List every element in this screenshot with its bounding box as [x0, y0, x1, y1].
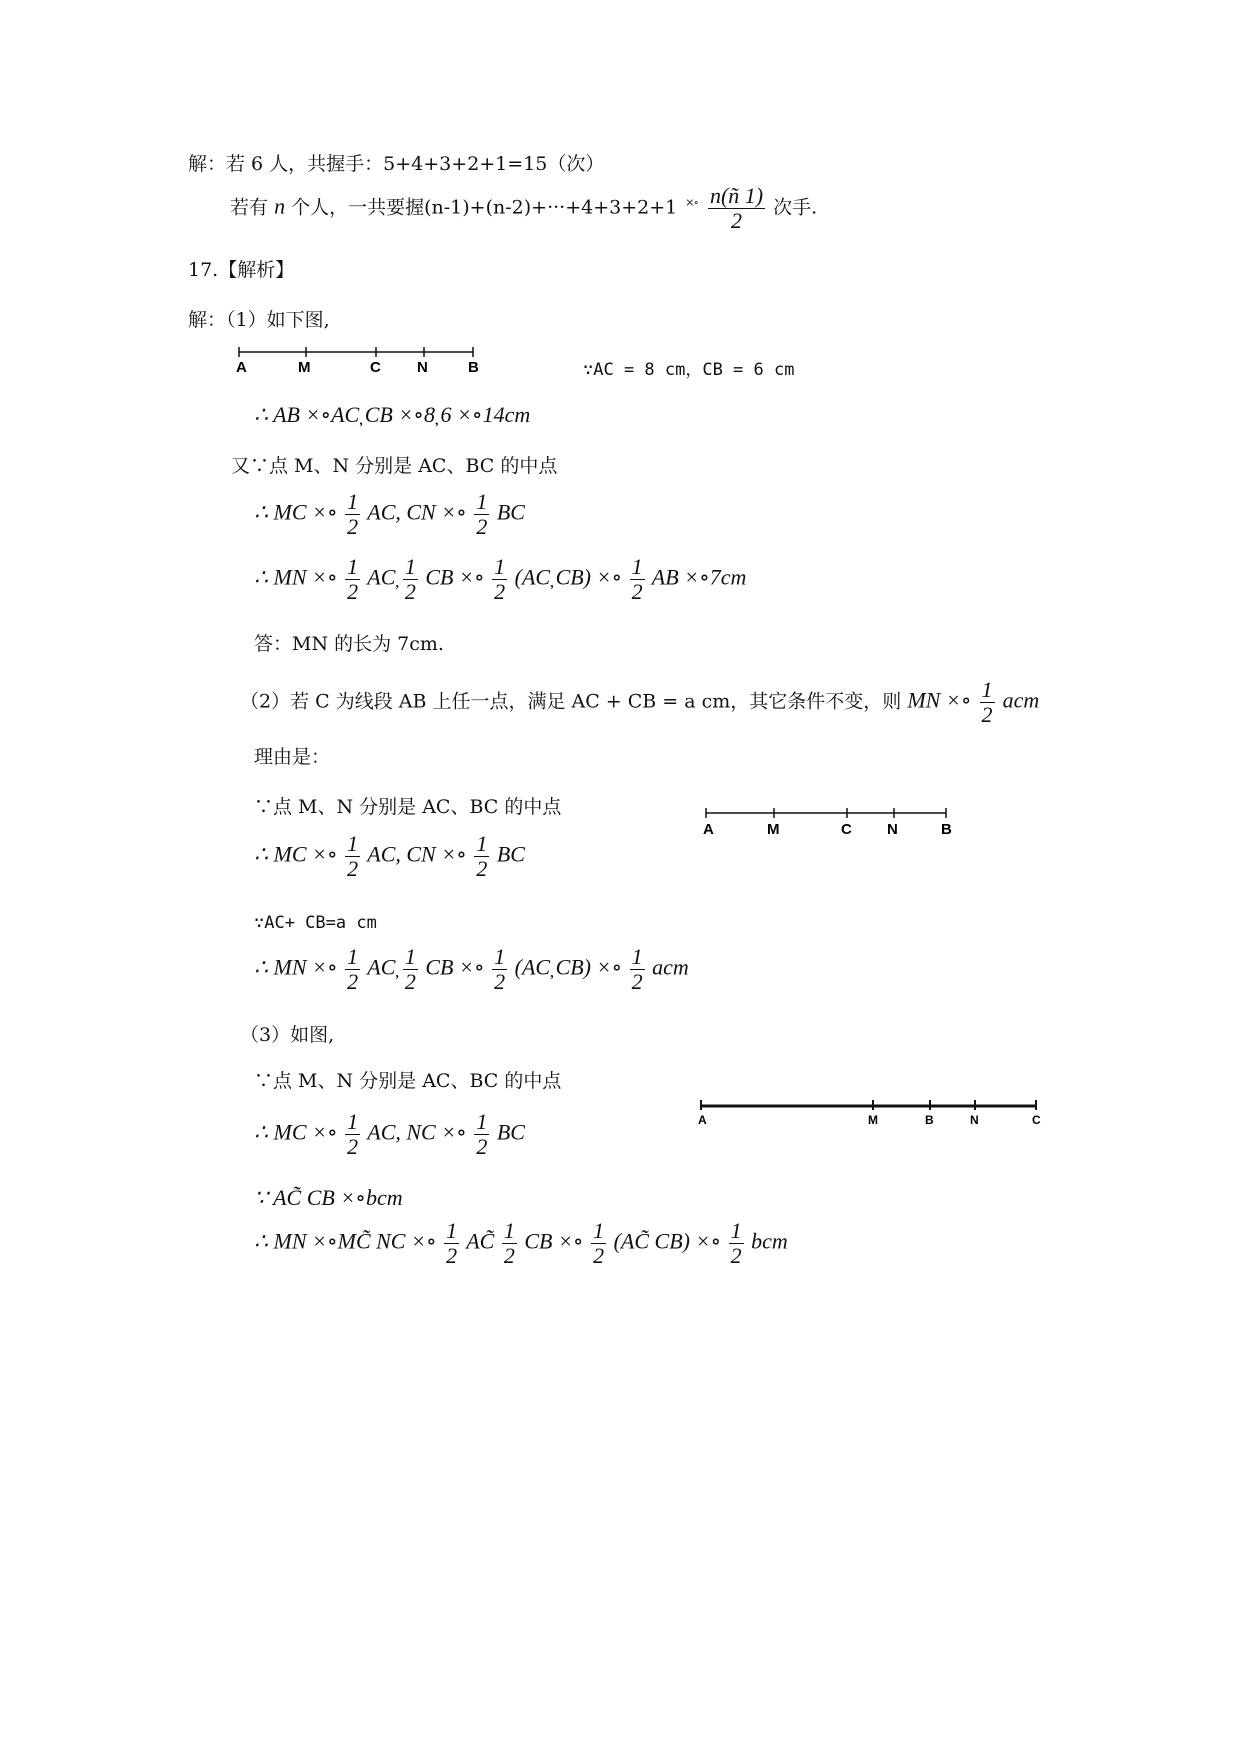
eq-text: acm — [652, 954, 689, 980]
eq-text: (AC̃ CB) ×∘ — [613, 1228, 722, 1254]
fraction — [708, 184, 765, 233]
denominator: 2 — [981, 702, 993, 727]
label-M: M — [298, 359, 311, 376]
numerator: 1 — [347, 1109, 359, 1134]
header-text: 17.【解析】 — [188, 259, 295, 281]
part1-intro — [188, 308, 330, 332]
segment-svg-3 — [698, 1096, 1048, 1128]
numerator: 1 — [494, 554, 506, 579]
numerator: 1 — [981, 677, 993, 702]
label-C: C — [841, 821, 852, 838]
fraction-half — [492, 555, 507, 604]
eq-text: AC, NC ×∘ — [367, 1119, 467, 1145]
fraction-half — [444, 1219, 459, 1268]
fraction-half — [474, 832, 489, 881]
label-M: M — [767, 821, 780, 838]
eq-text: ∴ MN ×∘MC̃ NC ×∘ — [254, 1228, 437, 1254]
fraction-half — [729, 1219, 744, 1268]
eq-text: (AC̦ CB) ×∘ — [514, 954, 623, 980]
eq-text: MN ×∘ — [907, 687, 972, 713]
fraction-half — [980, 678, 995, 727]
line-n-people — [230, 184, 817, 233]
part2-intro — [240, 678, 1039, 727]
fraction-half — [630, 945, 645, 994]
part2-reason-label — [254, 745, 330, 769]
numerator: 1 — [476, 489, 488, 514]
segment-diagram-1 — [236, 344, 496, 374]
eq-text: ∴ MC ×∘ — [254, 1119, 338, 1145]
numerator: 1 — [631, 944, 643, 969]
denominator: 2 — [347, 514, 359, 539]
fraction-half — [403, 945, 418, 994]
segment-svg-2 — [703, 804, 963, 836]
reason-text: ∵点 M、N 分别是 AC、BC 的中点 — [254, 1070, 562, 1092]
numerator: 1 — [404, 554, 416, 579]
reason-label: 理由是： — [254, 746, 331, 768]
fraction-half — [492, 945, 507, 994]
eq-text: AB ×∘7cm — [651, 564, 747, 590]
part2-mn — [254, 945, 689, 994]
part2-mc — [254, 832, 525, 881]
label-A: A — [236, 359, 247, 376]
intro-text: （3）如图, — [240, 1024, 335, 1046]
denominator: 2 — [631, 969, 643, 994]
reason-text: ∵点 M、N 分别是 AC、BC 的中点 — [254, 796, 562, 818]
label-N: N — [887, 821, 898, 838]
denominator: 2 — [494, 579, 506, 604]
numerator: n(ñ 1) — [709, 183, 764, 208]
numerator: 1 — [730, 1218, 742, 1243]
numerator: 1 — [476, 831, 488, 856]
segment-diagram-3 — [698, 1096, 1048, 1128]
denominator: 2 — [404, 969, 416, 994]
fraction-half — [502, 1219, 517, 1268]
part3-mc — [254, 1110, 525, 1159]
label-M: M — [868, 1113, 878, 1127]
eq-text: ∴ MN ×∘ — [254, 954, 338, 980]
segment-svg-1 — [236, 344, 496, 374]
eq-text: AC, CN ×∘ — [367, 499, 467, 525]
part3-mn — [254, 1219, 788, 1268]
eq-text: bcm — [751, 1228, 788, 1254]
eq-text: AC̃ — [466, 1228, 495, 1254]
denominator: 2 — [593, 1243, 605, 1268]
text: 次手. — [773, 196, 818, 219]
segment-diagram-2 — [703, 804, 963, 836]
equals-glyph: ×∘ — [685, 196, 698, 210]
label-A: A — [703, 821, 714, 838]
eq-text: ∴ MN ×∘ — [254, 564, 338, 590]
part3-given — [254, 1186, 403, 1210]
denominator: 2 — [476, 856, 488, 881]
numerator: 1 — [404, 944, 416, 969]
denominator: 2 — [494, 969, 506, 994]
eq-text: CB ×∘ — [425, 954, 485, 980]
denominator: 2 — [731, 208, 743, 233]
label-C: C — [370, 359, 381, 376]
part1-ab — [254, 403, 530, 427]
denominator: 2 — [446, 1243, 458, 1268]
numerator: 1 — [503, 1218, 515, 1243]
denominator: 2 — [347, 579, 359, 604]
eq-text: acm — [1002, 687, 1040, 713]
part2-given — [254, 911, 377, 935]
label-B: B — [925, 1113, 934, 1127]
fraction-half — [591, 1219, 606, 1268]
label-N: N — [417, 359, 428, 376]
numerator: 1 — [494, 944, 506, 969]
eq-text: BC — [496, 841, 525, 867]
eq-text: BC — [496, 499, 525, 525]
eq-text: ∴ MC ×∘ — [254, 499, 338, 525]
given-text: ∵AC = 8 cm，CB = 6 cm — [583, 360, 795, 380]
text: 若有 — [230, 196, 269, 219]
denominator: 2 — [404, 579, 416, 604]
fraction-half — [345, 832, 360, 881]
given-text: ∵ AC̃ CB ×∘bcm — [254, 1185, 403, 1210]
answer-text: 答：MN 的长为 7cm. — [254, 633, 444, 655]
line-6-people — [188, 152, 604, 176]
given-text: ∵AC+ CB=a cm — [254, 913, 377, 933]
denominator: 2 — [476, 514, 488, 539]
label-B: B — [941, 821, 952, 838]
eq-text: CB ×∘ — [425, 564, 485, 590]
denominator: 2 — [347, 856, 359, 881]
numerator: 1 — [446, 1218, 458, 1243]
denominator: 2 — [503, 1243, 515, 1268]
part1-mn — [254, 555, 746, 604]
variable-n: n — [274, 193, 286, 219]
numerator: 1 — [347, 489, 359, 514]
denominator: 2 — [347, 969, 359, 994]
fraction-half — [345, 945, 360, 994]
label-A: A — [698, 1113, 707, 1127]
eq-text: CB ×∘ — [524, 1228, 584, 1254]
numerator: 1 — [476, 1109, 488, 1134]
numerator: 1 — [347, 554, 359, 579]
label-N: N — [970, 1113, 979, 1127]
fraction-half — [345, 555, 360, 604]
eq-text: AC̦ — [367, 564, 396, 590]
fraction-half — [345, 1110, 360, 1159]
q17-header — [188, 258, 294, 282]
text: 个人，一共要握(n-1)+(n-2)+···+4+3+2+1 — [291, 196, 678, 219]
numerator: 1 — [347, 944, 359, 969]
intro-text: （2）若 C 为线段 AB 上任一点，满足 AC + CB = a cm，其它条件不变，则 — [240, 690, 902, 713]
part2-mid-reason — [254, 795, 561, 819]
numerator: 1 — [347, 831, 359, 856]
ab-equation: ∴ AB ×∘AC̦ CB ×∘8̦ 6 ×∘14cm — [254, 402, 531, 427]
part1-mid-reason — [231, 454, 557, 478]
part1-given — [583, 358, 794, 382]
fraction-half — [474, 490, 489, 539]
part1-mc — [254, 490, 525, 539]
denominator: 2 — [631, 579, 643, 604]
intro-text: 解：（1）如下图, — [188, 309, 330, 331]
reason-text: 又∵点 M、N 分别是 AC、BC 的中点 — [231, 455, 558, 477]
fraction-half — [630, 555, 645, 604]
denominator: 2 — [730, 1243, 742, 1268]
eq-text: ∴ MC ×∘ — [254, 841, 338, 867]
eq-text: AC̦ — [367, 954, 396, 980]
fraction-half — [345, 490, 360, 539]
numerator: 1 — [631, 554, 643, 579]
eq-text: BC — [496, 1119, 525, 1145]
denominator: 2 — [476, 1134, 488, 1159]
fraction-half — [474, 1110, 489, 1159]
text: 解：若 6 人，共握手：5+4+3+2+1=15（次） — [188, 153, 605, 175]
part3-intro — [240, 1023, 334, 1047]
fraction-half — [403, 555, 418, 604]
label-B: B — [468, 359, 479, 376]
part1-answer — [254, 632, 444, 656]
eq-text: AC, CN ×∘ — [367, 841, 467, 867]
denominator: 2 — [347, 1134, 359, 1159]
label-C: C — [1032, 1113, 1041, 1127]
numerator: 1 — [593, 1218, 605, 1243]
part3-mid-reason — [254, 1069, 561, 1093]
eq-text: (AC̦ CB) ×∘ — [514, 564, 623, 590]
